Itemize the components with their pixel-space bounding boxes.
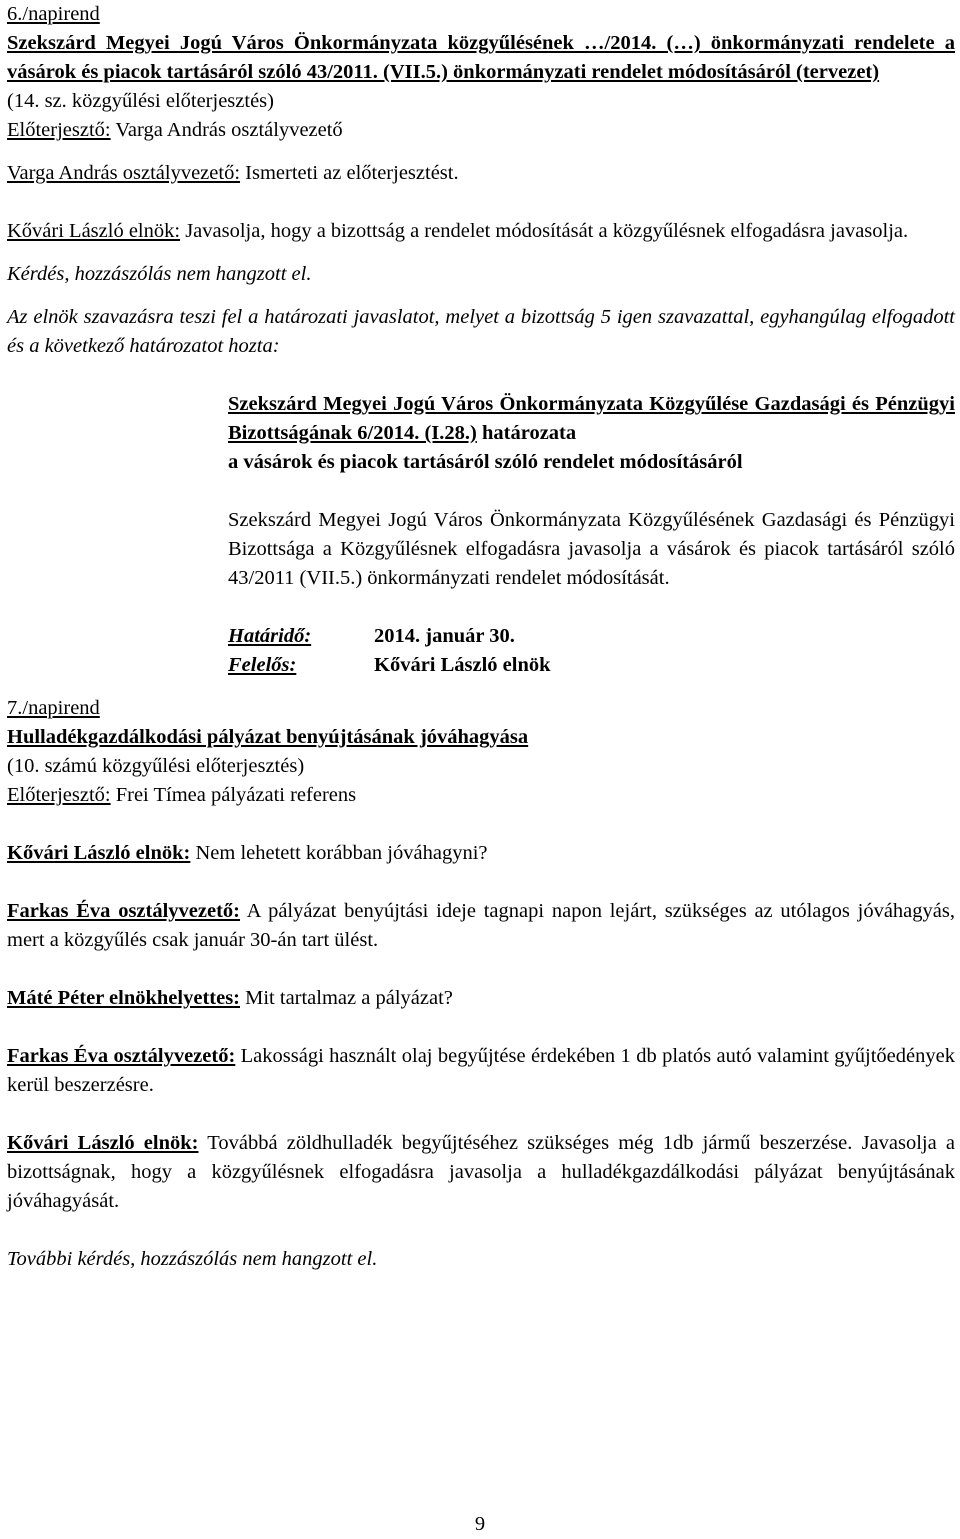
resolution-title bbox=[228, 390, 955, 448]
statement-text: Továbbá zöldhulladék begyűjtéséhez szükséges még 1db jármű beszerzése. Javasolja a bizottságnak, hogy a közgyűlésnek elfogadásra javasolja a hulladékgazdálkodási pályázat benyújtásának jóváhagyását. bbox=[7, 1132, 956, 1212]
deadline-label: Határidő: bbox=[228, 625, 312, 647]
resolution-number: Szekszárd Megyei Jogú Város Önkormányzata Közgyűlése Gazdasági és Pénzügyi Bizottságának 6/2014. (I.28.) bbox=[228, 393, 955, 444]
responsible-label: Felelős: bbox=[228, 654, 297, 676]
agenda-item-7-title: Hulladékgazdálkodási pályázat benyújtásának jóváhagyása bbox=[7, 726, 529, 748]
speaker-label: Kővári László elnök: bbox=[7, 220, 181, 242]
speaker-label: Kővári László elnök: bbox=[7, 1132, 199, 1154]
agenda-item-7-heading: 7./napirend bbox=[7, 697, 100, 719]
deadline-row bbox=[228, 622, 955, 651]
statement-kovari-2 bbox=[7, 1129, 955, 1216]
page-number: 9 bbox=[474, 1513, 486, 1535]
statement-farkas-2 bbox=[7, 1042, 955, 1100]
statement-text: A pályázat benyújtási ideje tagnapi napon lejárt, szükséges az utólagos jóváhagyás, mert a közgyűlés csak január 30-án tart ülést. bbox=[7, 900, 955, 951]
statement-text: Nem lehetett korábban jóváhagyni? bbox=[190, 842, 488, 864]
agenda-item-6-presenter bbox=[7, 116, 955, 145]
agenda-item-6-heading: 6./napirend bbox=[7, 3, 100, 25]
speaker-label: Máté Péter elnökhelyettes: bbox=[7, 987, 240, 1009]
presenter-name: Varga András osztályvezető bbox=[110, 119, 343, 141]
agenda-item-6-note: (14. sz. közgyűlési előterjesztés) bbox=[7, 90, 274, 112]
statement-farkas-1 bbox=[7, 897, 955, 955]
responsible-row bbox=[228, 651, 955, 680]
deadline-value: 2014. január 30. bbox=[374, 625, 515, 647]
no-further-question-note: További kérdés, hozzászólás nem hangzott el. bbox=[7, 1248, 378, 1270]
statement-text: Ismerteti az előterjesztést. bbox=[240, 162, 459, 184]
resolution-word: határozata bbox=[476, 422, 577, 444]
agenda-item-6-title: Szekszárd Megyei Jogú Város Önkormányzata közgyűlésének …/2014. (…) önkormányzati rendelete a vásárok és piacok tartásáról szóló 43/2011. (VII.5.) önkormányzati rendelet módosításáról (tervezet) bbox=[7, 32, 955, 83]
resolution-block bbox=[228, 390, 955, 593]
speaker-label: Varga András osztályvezető: bbox=[7, 162, 241, 184]
statement-mate bbox=[7, 984, 955, 1013]
speaker-label: Farkas Éva osztályvezető: bbox=[7, 900, 240, 922]
presenter-label: Előterjesztő: bbox=[7, 784, 111, 806]
document-page bbox=[7, 0, 955, 1274]
no-question-note: Kérdés, hozzászólás nem hangzott el. bbox=[7, 263, 312, 285]
agenda-item-7-presenter bbox=[7, 781, 955, 810]
presenter-name: Frei Tímea pályázati referens bbox=[110, 784, 357, 806]
responsible-value: Kővári László elnök bbox=[374, 654, 551, 676]
speaker-label: Kővári László elnök: bbox=[7, 842, 191, 864]
statement-text: Javasolja, hogy a bizottság a rendelet módosítását a közgyűlésnek elfogadásra javasolja. bbox=[180, 220, 909, 242]
speaker-label: Farkas Éva osztályvezető: bbox=[7, 1045, 236, 1067]
resolution-body: Szekszárd Megyei Jogú Város Önkormányzata Közgyűlésének Gazdasági és Pénzügyi Bizottsága a Közgyűlésnek elfogadásra javasolja a vásárok és piacok tartásáról szóló 43/2011 (VII.5.) önkormányzati rendelet módosítását. bbox=[228, 509, 955, 589]
statement-kovari-1 bbox=[7, 839, 955, 868]
resolution-subject: a vásárok és piacok tartásáról szóló rendelet módosításáról bbox=[228, 451, 743, 473]
presenter-label: Előterjesztő: bbox=[7, 119, 111, 141]
statement-text: Mit tartalmaz a pályázat? bbox=[240, 987, 453, 1009]
statement-text: Lakossági használt olaj begyűjtése érdekében 1 db platós autó valamint gyűjtőedények kerül beszerzésre. bbox=[7, 1045, 955, 1096]
statement-kovari bbox=[7, 217, 955, 246]
statement-varga bbox=[7, 159, 955, 188]
agenda-item-7-note: (10. számú közgyűlési előterjesztés) bbox=[7, 755, 305, 777]
vote-statement: Az elnök szavazásra teszi fel a határozati javaslatot, melyet a bizottság 5 igen szavazattal, egyhangúlag elfogadott és a következő határozatot hozta: bbox=[7, 306, 955, 357]
